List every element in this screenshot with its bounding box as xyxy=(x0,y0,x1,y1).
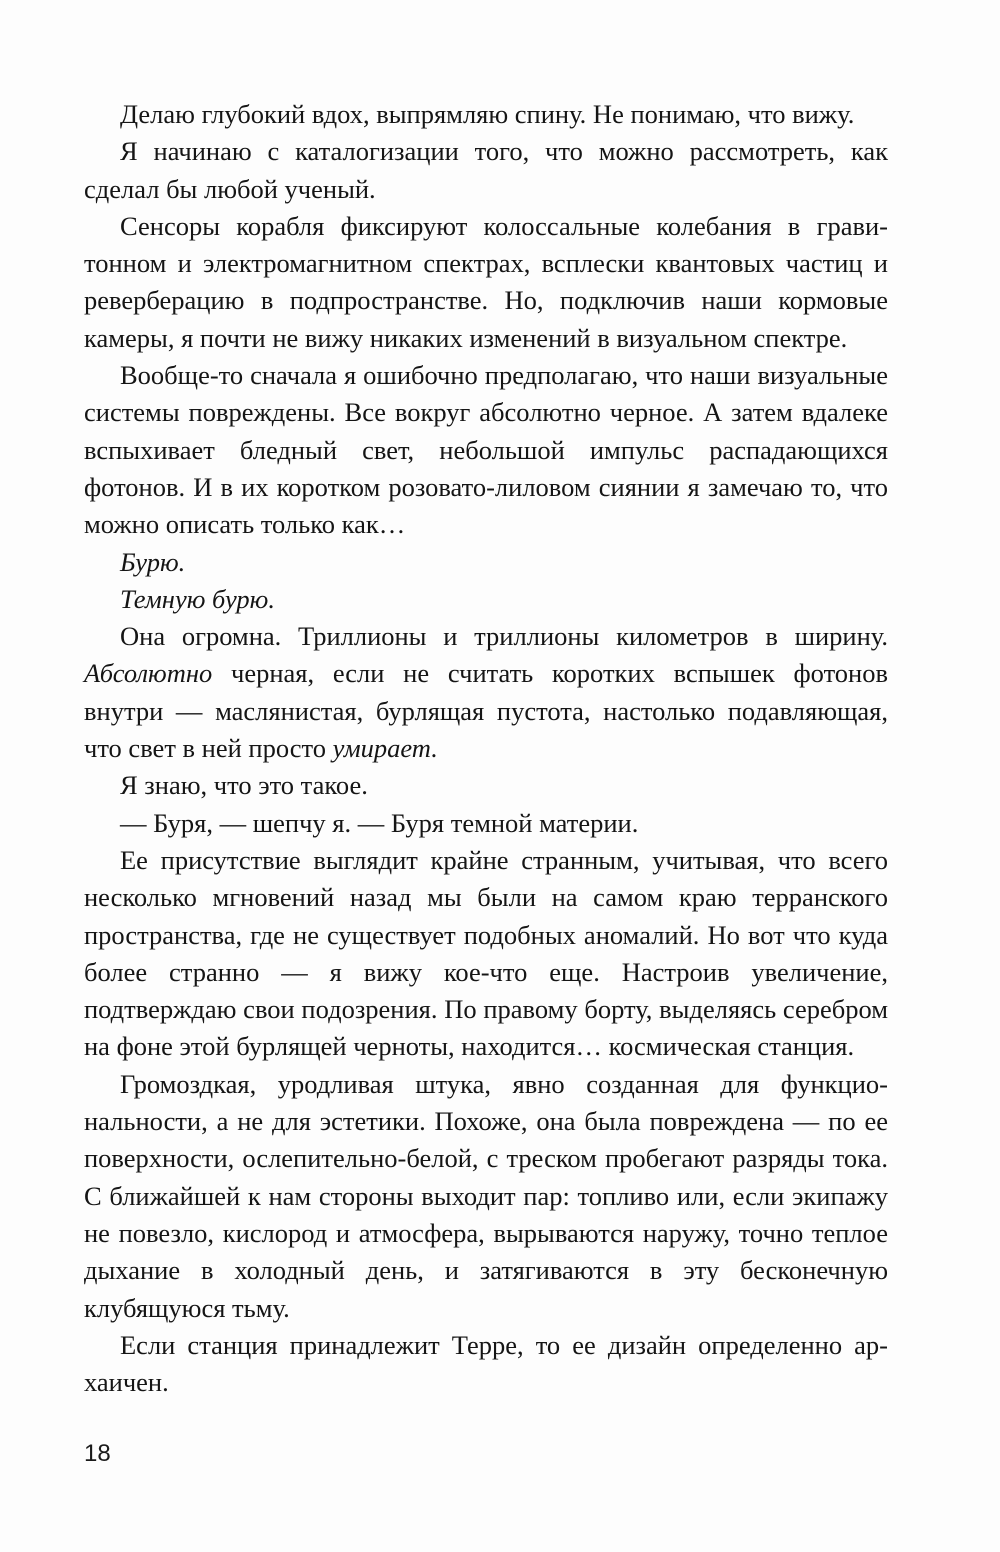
paragraph xyxy=(84,208,888,357)
text-run: Ее присутствие выглядит крайне странным, учитывая, что всего несколько мгновений назад мы были на самом краю терранского пространства, где не существует подобных аномалий. Но вот что куда более странно — я вижу кое-что еще. Настроив увеличение, подтверждаю свои подозрения. По правому борту, выделяясь серебром на фоне этой бурлящей черноты, находится… космическая станция. xyxy=(84,844,888,1062)
text-run: Вообще-то сначала я ошибочно предполагаю, что наши визуальные системы повреждены. Все вокруг абсолютно черное. А затем вдалеке вспыхивает бледный свет, небольшой импульс распадающихся фотонов. И в их коротком розовато-лиловом сиянии я замечаю то, что можно описать только как… xyxy=(84,360,888,540)
paragraph xyxy=(84,618,888,767)
paragraph xyxy=(84,133,888,208)
text-run: Я начинаю с каталогизации того, что можно рассмотреть, как сделал бы любой ученый. xyxy=(84,136,888,204)
body-text xyxy=(84,96,888,1401)
page-number: 18 xyxy=(84,1440,111,1467)
text-run: Делаю глубокий вдох, выпрямляю спину. Не понимаю, что вижу. xyxy=(120,99,855,129)
paragraph xyxy=(84,544,888,581)
paragraph xyxy=(84,1066,888,1327)
text-run: Она огромна. Триллионы и триллионы километров в ширину. xyxy=(120,621,888,652)
text-run: Если станция принадлежит Терре, то ее дизайн определенно архаичен. xyxy=(84,1329,888,1398)
italic-text: Бурю. xyxy=(120,546,186,577)
italic-text: умирает. xyxy=(332,733,438,764)
paragraph xyxy=(84,1327,888,1402)
text-run: Сенсоры корабля фиксируют колоссальные колебания в гравитонном и электромагнитном спектрах, всплески квантовых частиц и реверберацию в подпространстве. Но, подключив наши кормовые камеры, я почти не вижу никаких изменений в визуальном спектре. xyxy=(84,210,888,353)
paragraph xyxy=(84,357,888,543)
paragraph xyxy=(84,96,888,133)
text-run: Громоздкая, уродливая штука, явно созданная для функциональности, а не для эстетики. Похоже, она была повреждена — по ее поверхности, ослепительно-белой, с треском пробегают разряды тока. С ближайшей к нам стороны выходит пар: топливо или, если экипажу не повезло, кислород и атмосфера, вырываются наружу, точно теплое дыхание в холодный день, и затягиваются в эту бесконечную клубящуюся тьму. xyxy=(84,1068,888,1323)
paragraph xyxy=(84,767,888,804)
text-run: черная, если не считать коротких вспышек фотонов внутри — маслянистая, бурлящая пустота, настолько подавляющая, что свет в ней просто xyxy=(84,658,888,764)
italic-text: Темную бурю. xyxy=(120,583,275,614)
paragraph xyxy=(84,581,888,618)
text-run: Я знаю, что это такое. xyxy=(120,770,368,801)
paragraph xyxy=(84,842,888,1066)
text-run: — Буря, — шепчу я. — Буря темной материи. xyxy=(120,807,639,838)
italic-text: Абсолютно xyxy=(84,658,213,689)
paragraph xyxy=(84,805,888,842)
